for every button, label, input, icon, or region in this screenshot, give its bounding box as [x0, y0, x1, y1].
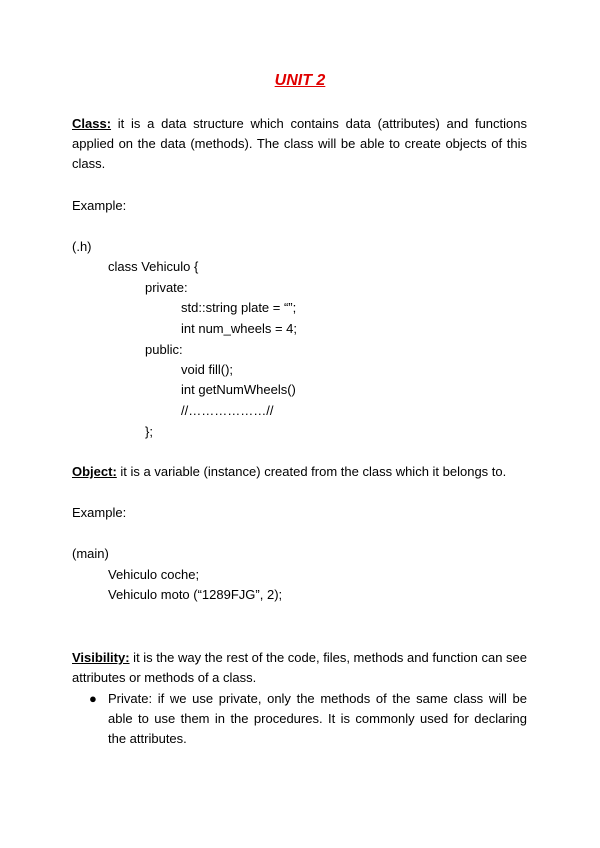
code-line: private:: [145, 280, 188, 295]
code-line: Vehiculo coche;: [108, 567, 200, 582]
code-line: };: [145, 424, 153, 439]
code-line: public:: [145, 342, 183, 357]
code-line: //………………//: [181, 403, 274, 418]
code-line: Vehiculo moto (“1289FJG”, 2);: [108, 587, 283, 602]
object-example-label: Example:: [72, 505, 127, 520]
object-definition: [72, 462, 527, 482]
class-term: Class:: [72, 116, 112, 131]
class-file-label: (.h): [72, 239, 92, 254]
code-line: class Vehiculo {: [108, 259, 199, 274]
bullet-icon: ●: [89, 691, 97, 706]
code-line: int num_wheels = 4;: [181, 321, 297, 336]
list-item: Private: if we use private, only the methods of the same class will be able to use them in the procedures. It is commonly used for declaring the attributes.: [108, 691, 527, 746]
visibility-definition-text: it is the way the rest of the code, files, methods and function can see attributes or methods of a class.: [72, 650, 528, 685]
class-definition: [72, 114, 527, 174]
object-file-label: (main): [72, 546, 109, 561]
visibility-term: Visibility:: [72, 650, 130, 665]
class-example-label: Example:: [72, 198, 127, 213]
code-line: void fill();: [181, 362, 234, 377]
class-definition-text: it is a data structure which contains data (attributes) and functions applied on the data (methods). The class will be able to create objects of this class.: [72, 116, 527, 171]
object-definition-text: it is a variable (instance) created from the class which it belongs to.: [116, 464, 507, 479]
visibility-definition: [72, 648, 527, 688]
code-line: int getNumWheels(): [181, 382, 296, 397]
page-title: UNIT 2: [274, 72, 326, 89]
code-line: std::string plate = “”;: [181, 300, 297, 315]
object-term: Object:: [72, 464, 117, 479]
